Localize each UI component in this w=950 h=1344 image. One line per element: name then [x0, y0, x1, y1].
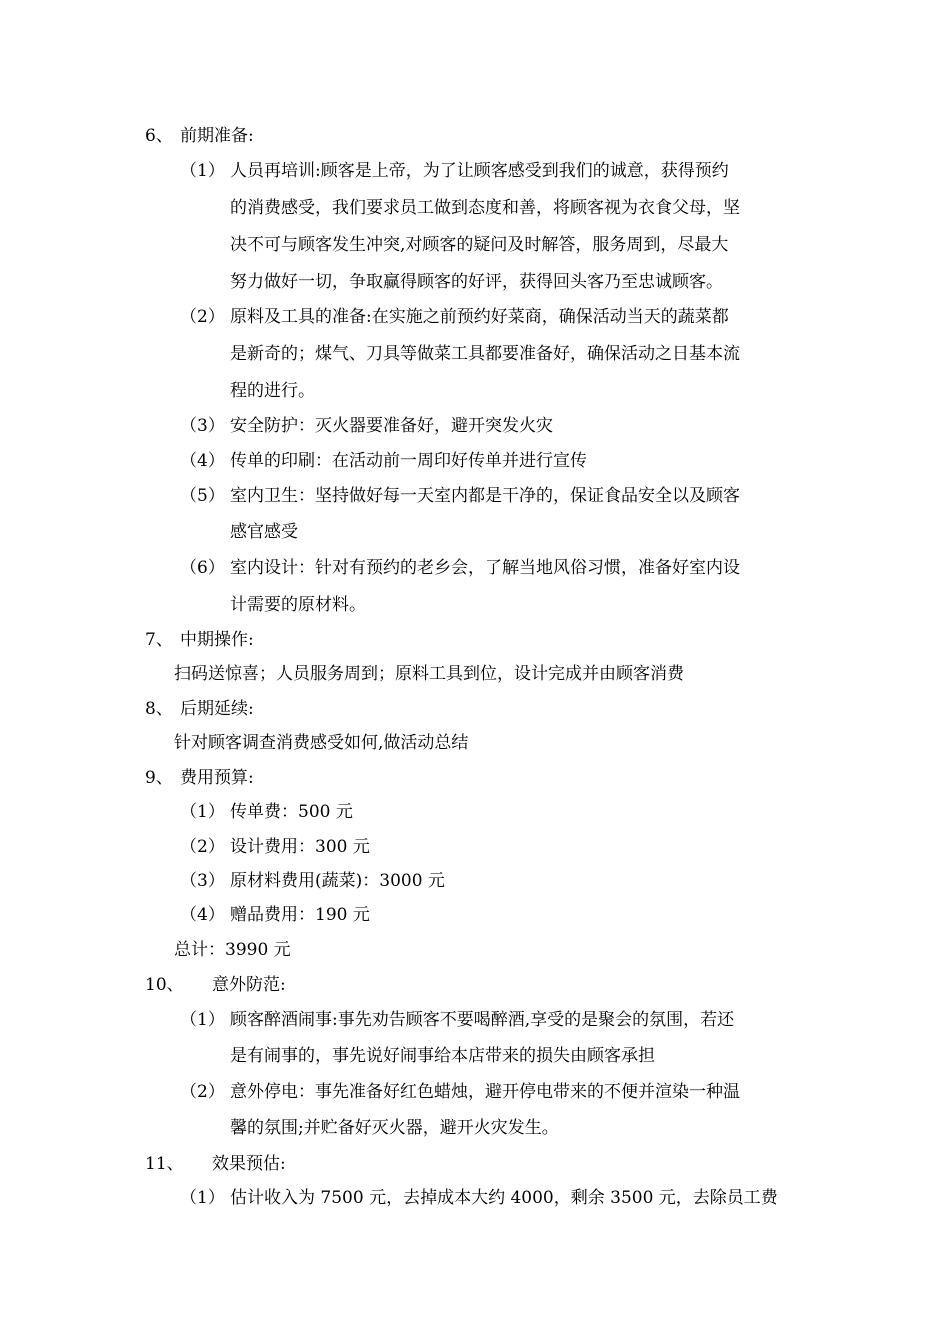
section-7-title: 中期操作:: [180, 630, 254, 650]
item-6-3-line-1: 安全防护：灭火器要准备好，避开突发火灾: [230, 416, 553, 436]
item-9-1-text: 传单费：500 元: [230, 802, 353, 822]
item-6-6-line-1: 室内设计：针对有预约的老乡会，了解当地风俗习惯，准备好室内设: [230, 558, 740, 578]
item-6-6-number: （6）: [180, 558, 225, 578]
section-10-title: 意外防范:: [212, 975, 286, 995]
item-6-5-number: （5）: [180, 486, 225, 506]
item-9-3-text: 原材料费用(蔬菜)：3000 元: [230, 871, 445, 891]
item-6-1-line-3: 决不可与顾客发生冲突,对顾客的疑问及时解答，服务周到，尽最大: [230, 235, 729, 255]
section-8-number: 8、: [145, 699, 173, 719]
section-11-title: 效果预估:: [212, 1154, 286, 1174]
item-9-2-number: （2）: [180, 837, 225, 857]
item-9-4-text: 赠品费用：190 元: [230, 905, 370, 925]
item-9-1-number: （1）: [180, 802, 225, 822]
item-6-1-line-4: 努力做好一切，争取赢得顾客的好评，获得回头客乃至忠诚顾客。: [230, 272, 723, 292]
item-6-6-line-2: 计需要的原材料。: [230, 595, 366, 615]
item-6-5-line-1: 室内卫生：坚持做好每一天室内都是干净的，保证食品安全以及顾客: [230, 486, 740, 506]
item-9-3-number: （3）: [180, 871, 225, 891]
item-6-2-line-1: 原料及工具的准备:在实施之前预约好菜商，确保活动当天的蔬菜都: [230, 307, 729, 327]
item-10-1-line-1: 顾客醉酒闹事:事先劝告顾客不要喝醉酒,享受的是聚会的氛围，若还: [230, 1010, 735, 1030]
item-6-5-line-2: 感官感受: [230, 522, 298, 542]
item-6-4-number: （4）: [180, 451, 225, 471]
item-6-2-line-2: 是新奇的；煤气、刀具等做菜工具都要准备好，确保活动之日基本流: [230, 344, 740, 364]
item-10-2-number: （2）: [180, 1082, 225, 1102]
section-9-title: 费用预算:: [180, 768, 254, 788]
item-10-2-line-2: 馨的氛围;并贮备好灭火器，避开火灾发生。: [230, 1118, 559, 1138]
item-6-1-line-1: 人员再培训:顾客是上帝，为了让顾客感受到我们的诚意，获得预约: [230, 161, 729, 181]
item-6-2-number: （2）: [180, 307, 225, 327]
section-6-number: 6、: [145, 126, 173, 146]
item-10-1-line-2: 是有闹事的，事先说好闹事给本店带来的损失由顾客承担: [230, 1046, 655, 1066]
item-11-1-number: （1）: [180, 1188, 225, 1208]
item-6-1-line-2: 的消费感受，我们要求员工做到态度和善，将顾客视为衣食父母，坚: [230, 198, 740, 218]
section-7-body: 扫码送惊喜；人员服务周到；原料工具到位，设计完成并由顾客消费: [174, 664, 684, 684]
item-6-2-line-3: 程的进行。: [230, 381, 315, 401]
section-10-number: 10、: [145, 975, 184, 995]
item-10-1-number: （1）: [180, 1010, 225, 1030]
section-8-title: 后期延续:: [180, 699, 254, 719]
section-9-total: 总计：3990 元: [174, 940, 291, 960]
item-9-4-number: （4）: [180, 905, 225, 925]
item-6-1-number: （1）: [180, 161, 225, 181]
section-7-number: 7、: [145, 630, 173, 650]
item-10-2-line-1: 意外停电：事先准备好红色蜡烛，避开停电带来的不便并渲染一种温: [230, 1082, 740, 1102]
item-11-1-line-1: 估计收入为 7500 元，去掉成本大约 4000，剩余 3500 元，去除员工费: [230, 1188, 778, 1208]
item-6-3-number: （3）: [180, 416, 225, 436]
section-9-number: 9、: [145, 768, 173, 788]
section-11-number: 11、: [145, 1154, 184, 1174]
item-6-4-line-1: 传单的印刷：在活动前一周印好传单并进行宣传: [230, 451, 587, 471]
item-9-2-text: 设计费用：300 元: [230, 837, 370, 857]
section-8-body: 针对顾客调查消费感受如何,做活动总结: [174, 733, 469, 753]
section-6-title: 前期准备:: [180, 126, 254, 146]
